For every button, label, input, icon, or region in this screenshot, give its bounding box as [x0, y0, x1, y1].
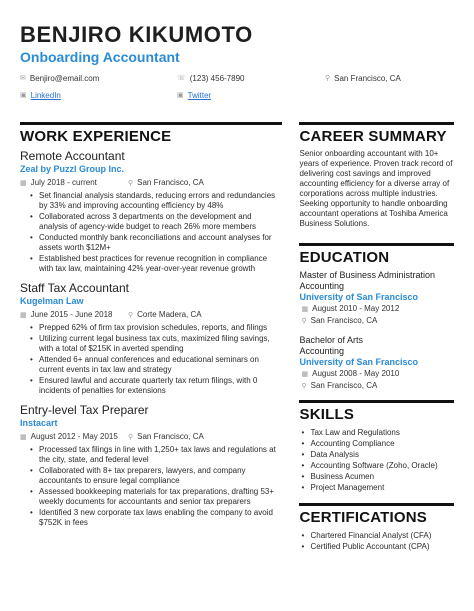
school-name: University of San Francisco	[299, 357, 419, 367]
phone-text: (123) 456-7890	[189, 74, 245, 83]
bullet: • Identified 3 new corporate tax laws enabling the company to avoid $752K in fees	[30, 508, 282, 528]
linkedin-item	[20, 91, 177, 100]
location-pin-icon: ⚲	[128, 311, 134, 319]
job-title: Remote Accountant	[20, 149, 125, 163]
calendar-icon: ▦	[301, 370, 309, 378]
job-meta	[20, 432, 282, 442]
calendar-icon: ▦	[20, 179, 27, 187]
job-entry	[20, 149, 282, 274]
skill-item: • Data Analysis	[301, 449, 454, 460]
field-of-study: Accounting	[299, 281, 345, 291]
job-bullets	[20, 323, 282, 396]
bullet: • Set financial analysis standards, reducing errors and redundancies by 33% and improving accounting efficiency by 48%	[30, 191, 282, 211]
location-text: San Francisco, CA	[334, 74, 401, 83]
company-name: Instacart	[20, 418, 58, 428]
calendar-icon: ▦	[20, 311, 27, 319]
email-item	[20, 74, 177, 83]
edu-location: San Francisco, CA	[310, 316, 378, 325]
skills-section	[299, 400, 454, 493]
job-dates: June 2015 - June 2018	[30, 310, 113, 319]
phone-icon: ☏	[177, 75, 186, 82]
candidate-name: BENJIRO KIKUMOTO	[20, 22, 253, 47]
location-pin-icon: ⚲	[325, 75, 331, 82]
job-location: San Francisco, CA	[137, 178, 204, 187]
linkedin-icon: ▣	[20, 92, 27, 99]
skill-item: • Project Management	[301, 482, 454, 493]
degree: Master of Business Administration	[299, 270, 436, 280]
certifications-heading: CERTIFICATIONS	[299, 503, 454, 527]
skill-item: • Tax Law and Regulations	[301, 427, 454, 438]
certification-item: • Certified Public Accountant (CPA)	[301, 541, 454, 552]
certifications-list	[299, 530, 454, 552]
education-entry	[299, 270, 454, 327]
bullet: • Utilizing current legal business tax cuts, maximized filing savings, with a total of $215K in averted spending	[30, 334, 282, 354]
bullet: • Collaborated with 8+ tax preparers, lawyers, and company accountants to ensure legal compliance	[30, 466, 282, 486]
company-name: Zeal by Puzzl Group Inc.	[20, 164, 125, 174]
bullet: • Conducted monthly bank reconciliations and account analyses for assets worth $12M+	[30, 233, 282, 253]
twitter-icon: ▣	[177, 92, 184, 99]
location-item	[325, 74, 454, 83]
edu-dates: August 2010 - May 2012	[312, 304, 400, 313]
job-location: San Francisco, CA	[137, 432, 204, 441]
job-meta	[20, 178, 282, 188]
certifications-section	[299, 503, 454, 552]
edu-location: San Francisco, CA	[310, 381, 378, 390]
school-name: University of San Francisco	[299, 292, 419, 302]
certification-item: • Chartered Financial Analyst (CFA)	[301, 530, 454, 541]
calendar-icon: ▦	[20, 433, 27, 441]
job-dates: August 2012 - May 2015	[30, 432, 118, 441]
job-bullets	[20, 445, 282, 528]
company-name: Kugelman Law	[20, 296, 84, 306]
skills-heading: SKILLS	[299, 400, 454, 424]
career-summary-heading: CAREER SUMMARY	[299, 122, 454, 146]
skills-list	[299, 427, 454, 493]
bullet: • Established best practices for revenue recognition in compliance with tax law, maintaining 42% year-over-year revenue growth	[30, 254, 282, 274]
degree: Bachelor of Arts	[299, 335, 364, 345]
twitter-item	[177, 91, 325, 100]
job-dates: July 2018 - current	[30, 178, 97, 187]
skill-item: • Accounting Compliance	[301, 438, 454, 449]
linkedin-link[interactable]: LinkedIn	[30, 91, 61, 100]
email-icon: ✉	[20, 75, 26, 82]
phone-item	[177, 74, 325, 83]
bullet: • Collaborated across 3 departments on the development and analysis of agency-wide budget to reach 26% more members	[30, 212, 282, 232]
work-experience-heading: WORK EXPERIENCE	[20, 122, 282, 146]
job-title: Staff Tax Accountant	[20, 281, 129, 295]
career-summary-text: Senior onboarding accountant with 10+ years of experience. Proven track record of delivering cost savings and improved accounting efficiency for a diverse array of corporations across multiple industries. Seeking opportunity to handle onboarding accountant operations at Toshiba America Business Solutions.	[299, 149, 453, 228]
field-of-study: Accounting	[299, 346, 345, 356]
contact-info	[20, 70, 454, 104]
bullet: • Ensured lawful and accurate quarterly tax return filings, with 0 incidents of penalties for extensions	[30, 376, 282, 396]
resume-columns	[20, 122, 454, 562]
bullet: • Attended 6+ annual conferences and educational seminars on current events in tax law and strategy	[30, 355, 282, 375]
bullet: • Processed tax filings in line with 1,250+ tax laws and regulations at the city, state, and federal level	[30, 445, 282, 465]
location-pin-icon: ⚲	[301, 382, 307, 390]
right-column	[299, 122, 454, 562]
left-column	[20, 122, 282, 562]
job-title: Entry-level Tax Preparer	[20, 403, 149, 417]
bullet: • Assessed bookkeeping materials for tax preparations, drafting 53+ weekly documents for accountants and senior tax preparers	[30, 487, 282, 507]
job-entry	[20, 281, 282, 396]
education-entry	[299, 335, 454, 392]
job-bullets	[20, 191, 282, 274]
bullet: • Prepped 62% of firm tax provision schedules, reports, and filings	[30, 323, 282, 333]
job-meta	[20, 310, 282, 320]
candidate-role: Onboarding Accountant	[20, 49, 180, 65]
twitter-link[interactable]: Twitter	[187, 91, 212, 100]
education-heading: EDUCATION	[299, 243, 454, 267]
skill-item: • Accounting Software (Zoho, Oracle)	[301, 460, 454, 471]
location-pin-icon: ⚲	[301, 317, 307, 325]
skill-item: • Business Acumen	[301, 471, 454, 482]
job-location: Corte Madera, CA	[137, 310, 202, 319]
location-pin-icon: ⚲	[128, 179, 134, 187]
edu-dates: August 2008 - May 2010	[312, 369, 400, 378]
email-text: Benjiro@email.com	[29, 74, 100, 83]
job-entry	[20, 403, 282, 528]
calendar-icon: ▦	[301, 305, 309, 313]
location-pin-icon: ⚲	[128, 433, 134, 441]
